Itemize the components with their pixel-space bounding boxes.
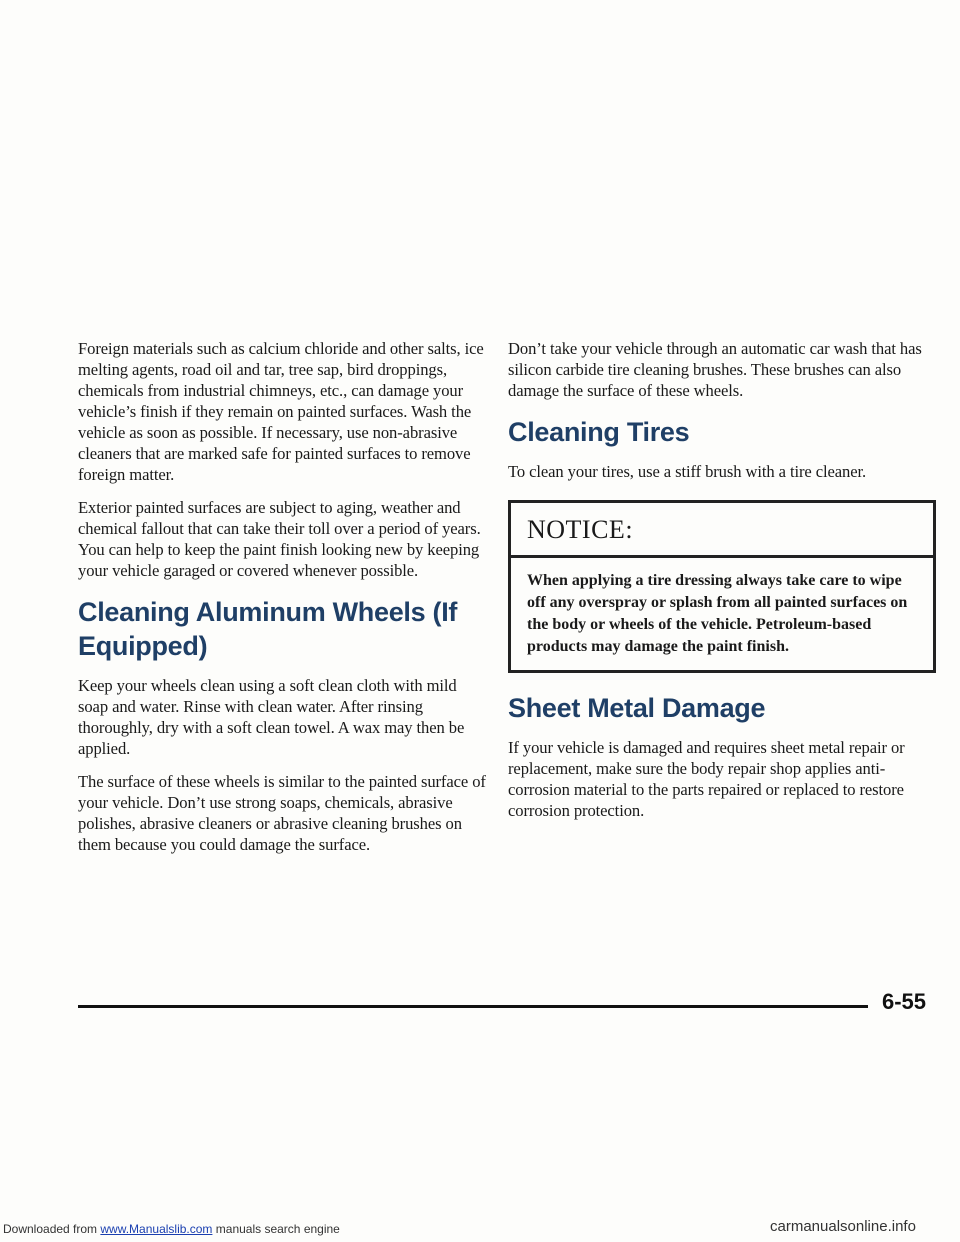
clean-tires-paragraph: To clean your tires, use a stiff brush with a tire cleaner.	[508, 462, 867, 481]
right-column	[508, 338, 936, 833]
manualslib-link[interactable]: www.Manualslib.com	[100, 1222, 213, 1236]
foreign-materials-paragraph: Foreign materials such as calcium chloride and other salts, ice melting agents, road oil and tar, tree sap, bird droppings, chemicals from industrial chimneys, etc., can damage your vehicle’s finish if they remain on painted surfaces. Wash the vehicle as soon as possible. If necessary, use non-abrasive cleaners that are marked safe for painted surfaces to remove foreign matter.	[78, 339, 484, 484]
watermark-suffix: manuals search engine	[212, 1222, 340, 1236]
left-column	[78, 338, 490, 867]
sheet-metal-paragraph: If your vehicle is damaged and requires sheet metal repair or replacement, make sure the body repair shop applies anti-corrosion material to the parts repaired or replaced to restore corrosion protection.	[508, 738, 905, 820]
cleaning-aluminum-wheels-heading: Cleaning Aluminum Wheels (If Equipped)	[78, 597, 458, 661]
cleaning-tires-heading: Cleaning Tires	[508, 417, 690, 447]
site-watermark: carmanualsonline.info	[770, 1218, 916, 1235]
wheels-clean-paragraph: Keep your wheels clean using a soft clean cloth with mild soap and water. Rinse with clean water. After rinsing thoroughly, dry with a soft clean towel. A wax may then be applied.	[78, 676, 465, 758]
download-watermark	[3, 1222, 340, 1236]
notice-body: When applying a tire dressing always take care to wipe off any overspray or splash from all painted surfaces on the body or wheels of the vehicle. Petroleum-based products may damage the paint finish.	[527, 572, 908, 655]
exterior-surfaces-paragraph: Exterior painted surfaces are subject to aging, weather and chemical fallout that can take their toll over a period of years. You can help to keep the paint finish looking new by keeping your vehicle garaged or covered whenever possible.	[78, 498, 481, 580]
notice-box	[508, 500, 936, 673]
car-wash-paragraph: Don’t take your vehicle through an automatic car wash that has silicon carbide tire cleaning brushes. These brushes can also damage the surface of these wheels.	[508, 339, 922, 400]
page-number: 6-55	[882, 989, 927, 1014]
sheet-metal-damage-heading: Sheet Metal Damage	[508, 693, 766, 723]
wheels-surface-paragraph: The surface of these wheels is similar to the painted surface of your vehicle. Don’t use strong soaps, chemicals, abrasive polishes, abrasive cleaners or abrasive cleaning brushes on them because you could damage the surface.	[78, 772, 486, 854]
watermark-prefix: Downloaded from	[3, 1222, 101, 1236]
footer-rule	[78, 1005, 868, 1008]
notice-title: NOTICE:	[511, 503, 933, 558]
